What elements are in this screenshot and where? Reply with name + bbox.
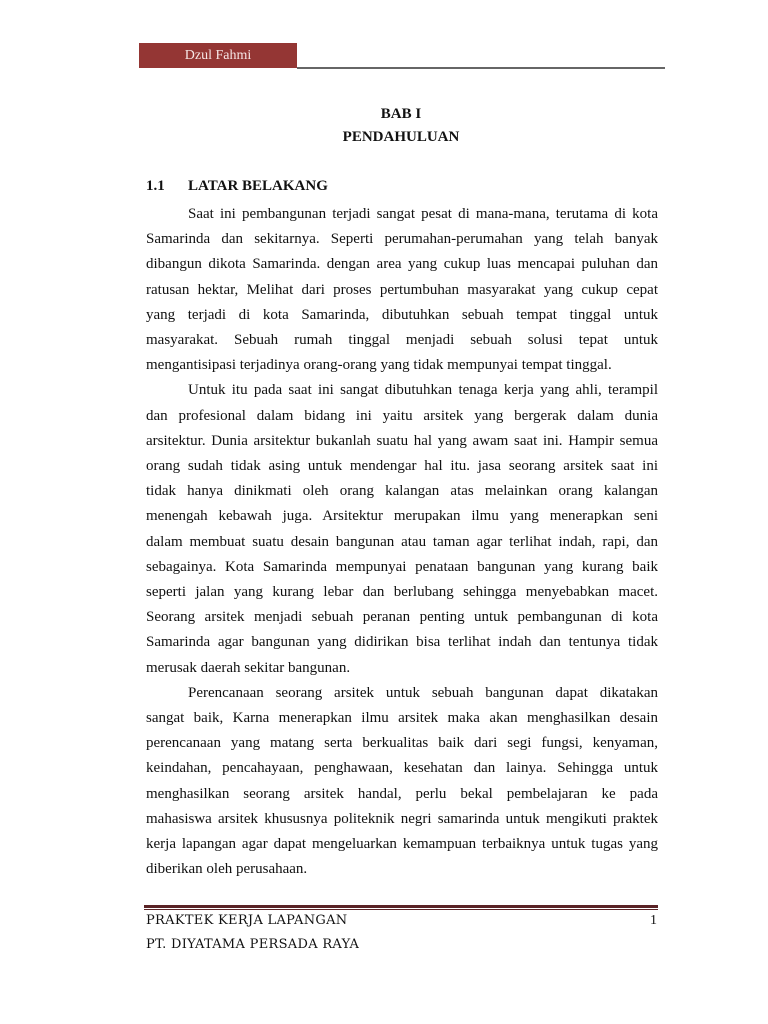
paragraph-line: arsitektur. Dunia arsitektur bukanlah suatu hal yang awam saat ini. Hampir semua [146,432,658,449]
paragraph-line: yang terjadi di kota Samarinda, dibutuhkan sebuah tempat tinggal untuk [146,306,658,323]
paragraph-line: seperti jalan yang kurang lebar dan berlubang sehingga menyebabkan macet. [146,584,658,601]
paragraph-line: masyarakat. Sebuah rumah tinggal menjadi sebuah solusi tepat untuk [146,332,658,349]
paragraph-line: dibangun dikota Samarinda. dengan area yang cukup luas mencapai puluhan dan [146,256,658,273]
paragraph-line: mahasiswa arsitek khususnya politeknik negri samarinda untuk mengikuti praktek [146,810,658,827]
paragraph-line: kerja lapangan agar dapat mengeluarkan kemampuan terbaiknya untuk tugas yang [146,836,658,853]
body-text [146,202,658,882]
paragraph-line: Seorang arsitek menjadi sebuah peranan penting untuk pembangunan di kota [146,609,658,626]
chapter-number: BAB I [380,106,422,122]
paragraph-line: dalam membuat suatu desain bangunan atau taman agar terlihat indah, rapi, dan [146,533,658,550]
page-number: 1 [650,913,657,928]
paragraph-line: Samarinda dan sekitarnya. Seperti perumahan-perumahan yang telah banyak [146,231,658,248]
paragraph-line: sebagainya. Kota Samarinda mempunyai penataan bangunan yang kurang baik [146,558,658,575]
section-number: 1.1 [146,178,165,194]
paragraph-line: Saat ini pembangunan terjadi sangat pesat di mana-mana, terutama di kota [188,206,658,222]
paragraph-line: perencanaan yang matang serta berkualitas baik dari segi fungsi, kenyaman, [146,735,658,752]
paragraph-line: menengah kebawah juga. Arsitektur merupakan ilmu yang menerapkan seni [146,508,658,525]
paragraph-line: orang sudah tidak asing untuk mendengar hal itu. jasa seorang arsitek saat ini [146,458,658,475]
paragraph-line: ratusan hektar, Melihat dari proses pertumbuhan masyarakat yang cukup cepat [146,281,658,298]
paragraph-line: tidak hanya dinikmati oleh orang kalangan atas melainkan orang kalangan [146,483,658,500]
paragraph-line: Untuk itu pada saat ini sangat dibutuhkan tenaga kerja yang ahli, terampil [188,382,658,399]
paragraph-line: sangat baik, Karna menerapkan ilmu arsitek maka akan menghasilkan desain [146,710,658,727]
paragraph-line: merusak daerah sekitar bangunan. [146,659,351,676]
footer-divider [144,905,658,908]
paragraph-line: menghasilkan seorang arsitek handal, perlu bekal pembelajaran ke pada [146,785,658,802]
paragraph-line: dan profesional dalam bidang ini yaitu arsitek yang bergerak dalam dunia [146,407,658,424]
chapter-title: PENDAHULUAN [342,129,460,145]
header-author: Dzul Fahmi [139,43,297,68]
footer-company: PT. DIYATAMA PERSADA RAYA [146,937,360,952]
paragraph-line: Samarinda agar bangunan yang didirikan bisa terlihat indah dan tentunya tidak [146,634,658,651]
paragraph-line: mengantisipasi terjadinya orang-orang yang tidak mempunyai tempat tinggal. [146,357,612,374]
footer-divider-thin [144,909,658,910]
paragraph-line: diberikan oleh perusahaan. [146,861,308,878]
paragraph-line: keindahan, pencahayaan, penghawaan, kesehatan dan lainya. Sehingga untuk [146,760,658,777]
paragraph-line: Perencanaan seorang arsitek untuk sebuah bangunan dapat dikatakan [188,684,658,701]
section-heading [146,178,328,195]
section-title: LATAR BELAKANG [188,178,328,194]
footer-title: PRAKTEK KERJA LAPANGAN [146,913,348,928]
header-divider [297,67,665,69]
